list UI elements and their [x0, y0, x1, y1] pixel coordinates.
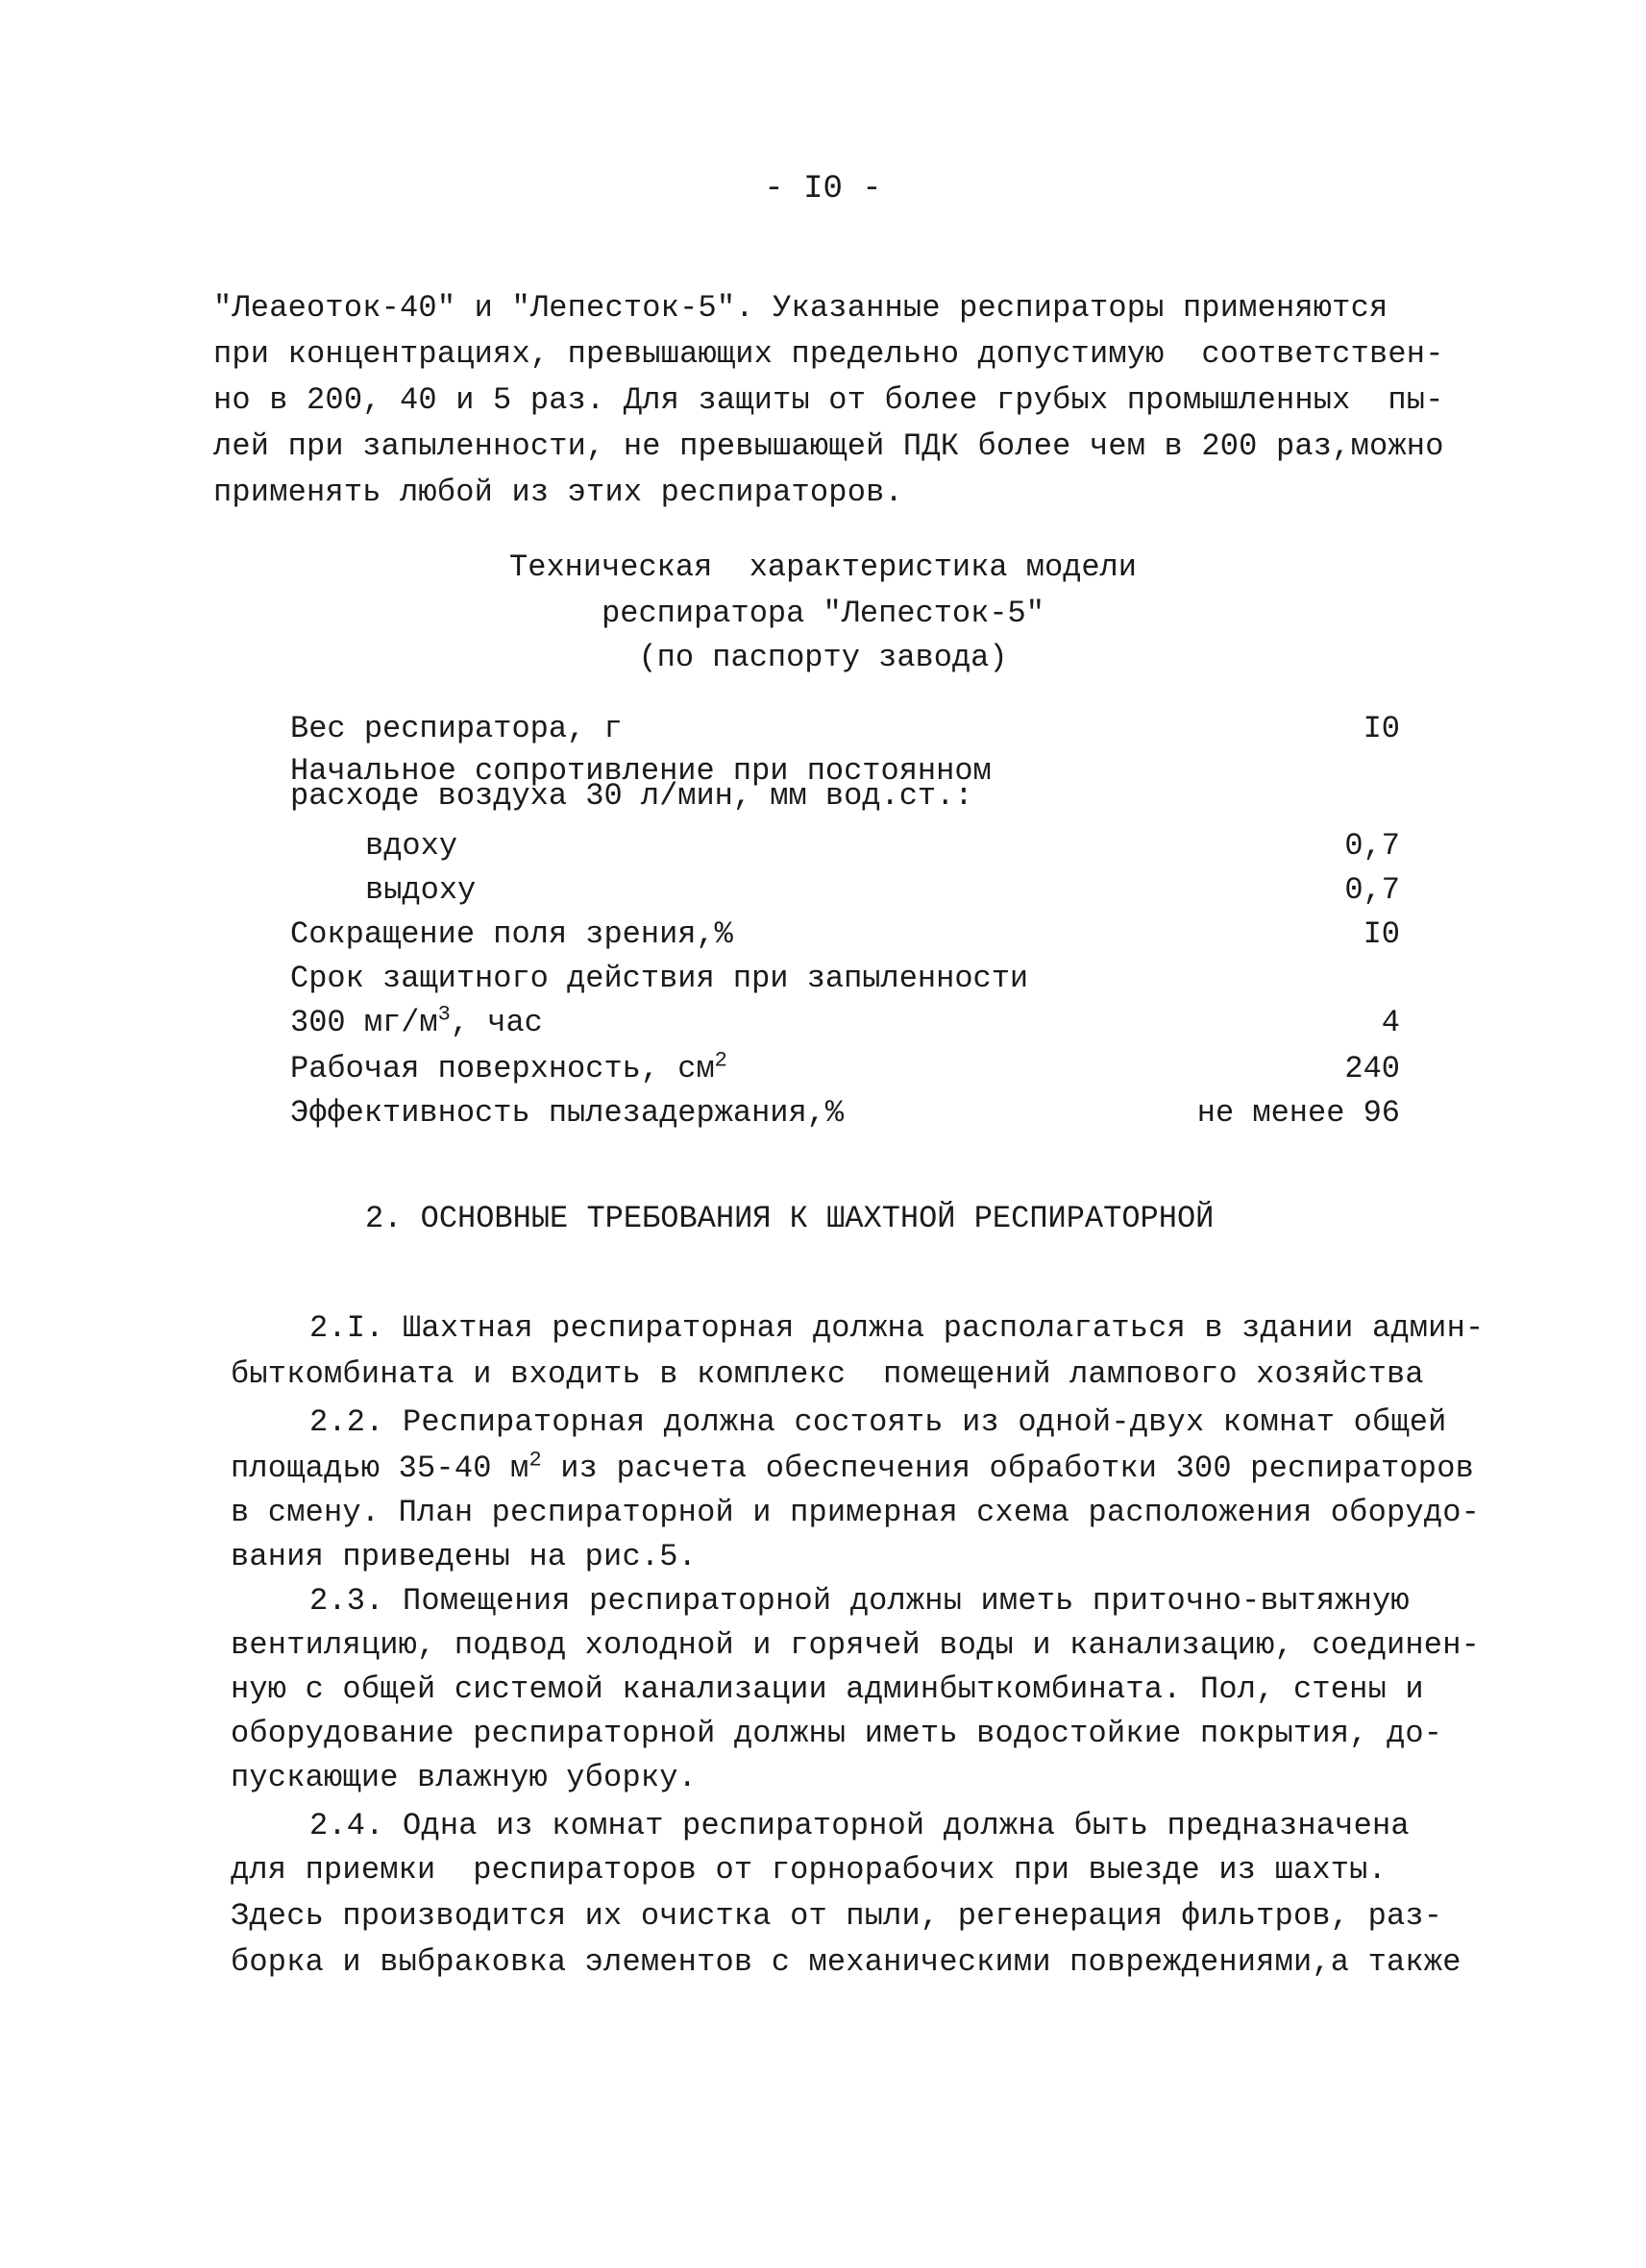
- intro-line: "Леаеоток-40" и "Лепесток-5". Указанные респираторы применяются: [213, 290, 1388, 326]
- spec-row: [290, 961, 1400, 999]
- intro-line: лей при запыленности, не превышающей ПДК более чем в 200 раз,можно: [213, 428, 1444, 464]
- spec-row: [290, 828, 1400, 866]
- spec-value: не менее 96: [1196, 1095, 1400, 1131]
- spec-value: 4: [1381, 1005, 1400, 1040]
- para-line: Здесь производится их очистка от пыли, регенерация фильтров, раз-: [231, 1898, 1443, 1934]
- spec-row: [290, 872, 1400, 911]
- spec-row: [290, 1002, 1400, 1043]
- intro-line: но в 200, 40 и 5 раз. Для защиты от более грубых промышленных пы-: [213, 382, 1444, 418]
- para-line: ную с общей системой канализации админбыткомбината. Пол, стены и: [231, 1671, 1424, 1707]
- spec-value: I0: [1363, 711, 1400, 746]
- spec-value: 0,7: [1344, 872, 1400, 908]
- intro-line: применять любой из этих респираторов.: [213, 475, 903, 510]
- para-line: борка и выбраковка элементов с механическими повреждениями,а также: [231, 1944, 1462, 1980]
- spec-label: 300 $мг/м^3$, час: [290, 1002, 543, 1040]
- intro-line: при концентрациях, превышающих предельно допустимую соответствен-: [213, 336, 1444, 372]
- spec-row: [290, 1048, 1400, 1089]
- spec-row: [290, 711, 1400, 749]
- spec-label: Эффективность пылезадержания,%: [290, 1095, 845, 1131]
- spec-row: [290, 916, 1400, 955]
- para-line: 2.I. Шахтная респираторная должна располагаться в здании админ-: [309, 1310, 1485, 1346]
- spec-value: I0: [1363, 916, 1400, 952]
- para-line: вания приведены на рис.5.: [231, 1539, 698, 1574]
- para-line: быткомбината и входить в комплекс помещений лампового хозяйства: [231, 1356, 1424, 1392]
- spec-title-line: респиратора "Лепесток-5": [602, 596, 1044, 631]
- spec-label: Начальное сопротивление при постоянном: [290, 753, 992, 789]
- spec-label: расходе воздуха 30 л/мин, мм вод.ст.:: [290, 778, 973, 814]
- spec-label: Вес респиратора, г: [290, 711, 623, 746]
- spec-label: вдоху: [365, 828, 458, 864]
- para-line: вентиляцию, подвод холодной и горячей воды и канализацию, соединен-: [231, 1627, 1481, 1663]
- spec-label: Рабочая поверхность, $см^2$: [290, 1048, 727, 1086]
- spec-row: [290, 1095, 1400, 1134]
- para-line: 2.2. Респираторная должна состоять из одной-двух комнат общей: [309, 1404, 1447, 1440]
- spec-value: 0,7: [1344, 828, 1400, 864]
- para-line: для приемки респираторов от горнорабочих при выезде из шахты.: [231, 1852, 1387, 1888]
- spec-title-line: Техническая характеристика модели: [509, 549, 1137, 585]
- para-line: в смену. План респираторной и примерная схема расположения оборудо-: [231, 1495, 1481, 1530]
- para-line: оборудование респираторной должны иметь водостойкие покрытия, до-: [231, 1716, 1443, 1751]
- para-line: 2.3. Помещения респираторной должны иметь приточно-вытяжную: [309, 1583, 1410, 1619]
- para-line: площадью 35-40 $м^2$ из расчета обеспечения обработки 300 респираторов: [231, 1448, 1475, 1486]
- para-line: 2.4. Одна из комнат респираторной должна быть предназначена: [309, 1808, 1410, 1843]
- spec-title-line: (по паспорту завода): [638, 640, 1008, 675]
- para-line: пускающие влажную уборку.: [231, 1760, 698, 1795]
- spec-label: выдоху: [365, 872, 477, 908]
- spec-label: Сокращение поля зрения,%: [290, 916, 733, 952]
- spec-label: Срок защитного действия при запыленности: [290, 961, 1029, 996]
- spec-value: 240: [1344, 1051, 1400, 1086]
- page-number: - I0 -: [764, 171, 882, 207]
- section-heading: 2. ОСНОВНЫЕ ТРЕБОВАНИЯ К ШАХТНОЙ РЕСПИРАТОРНОЙ: [365, 1201, 1215, 1236]
- spec-row: [290, 778, 1400, 822]
